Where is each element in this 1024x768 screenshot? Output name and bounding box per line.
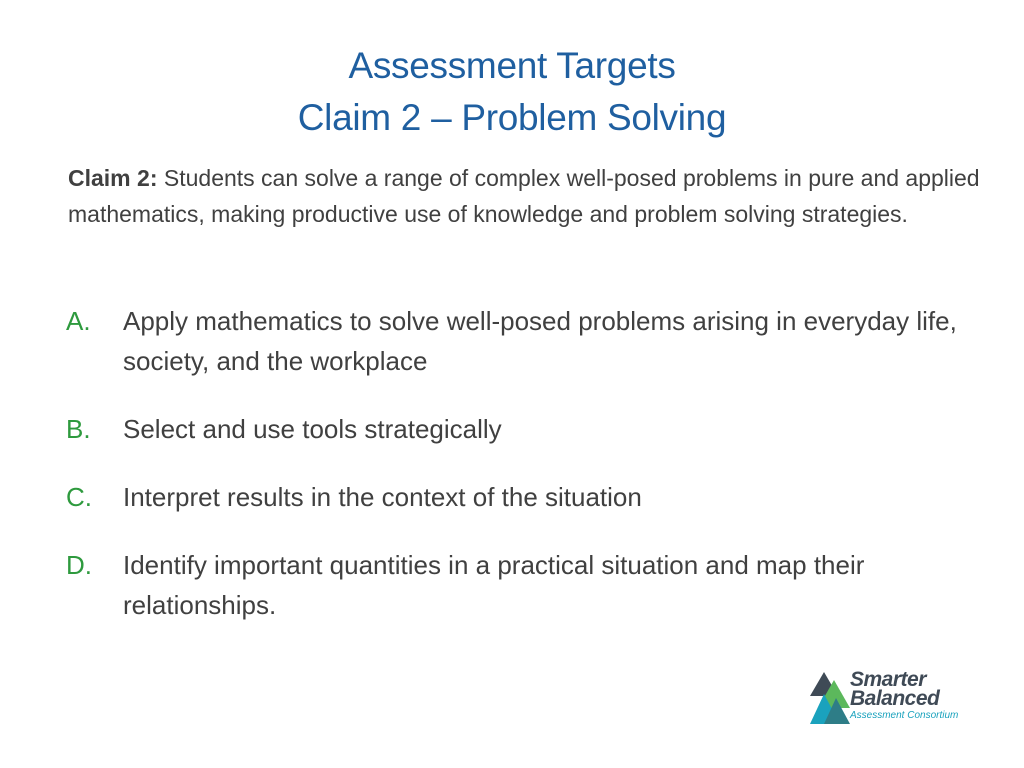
target-item-d [66, 545, 966, 625]
target-letter: A. [66, 306, 91, 336]
mountain-triangles-icon [810, 670, 850, 728]
claim-text: Students can solve a range of complex well-posed problems in pure and applied mathematics, making productive use of knowledge and problem solving strategies. [68, 165, 980, 227]
target-letter: C. [66, 482, 92, 512]
claim-statement [68, 160, 1003, 232]
logo-text-smarter: Smarter [850, 668, 926, 691]
target-text: Interpret results in the context of the situation [123, 482, 642, 512]
target-item-c [66, 477, 966, 517]
target-list [66, 301, 966, 653]
logo-text-consortium: Assessment Consortium [850, 710, 959, 721]
logo-text-balanced: Balanced [850, 687, 940, 710]
target-text: Apply mathematics to solve well-posed problems arising in everyday life, society, and the workplace [123, 306, 957, 376]
target-item-b [66, 409, 966, 449]
target-text: Select and use tools strategically [123, 414, 502, 444]
target-letter: D. [66, 550, 92, 580]
slide-title-line1: Assessment Targets [348, 45, 676, 86]
slide-title [0, 40, 1024, 144]
claim-label: Claim 2: [68, 165, 158, 191]
slide-title-line2: Claim 2 – Problem Solving [297, 97, 727, 138]
target-letter: B. [66, 414, 91, 444]
target-item-a [66, 301, 966, 381]
target-text: Identify important quantities in a practical situation and map their relationships. [123, 550, 865, 620]
smarter-balanced-logo [810, 668, 985, 730]
